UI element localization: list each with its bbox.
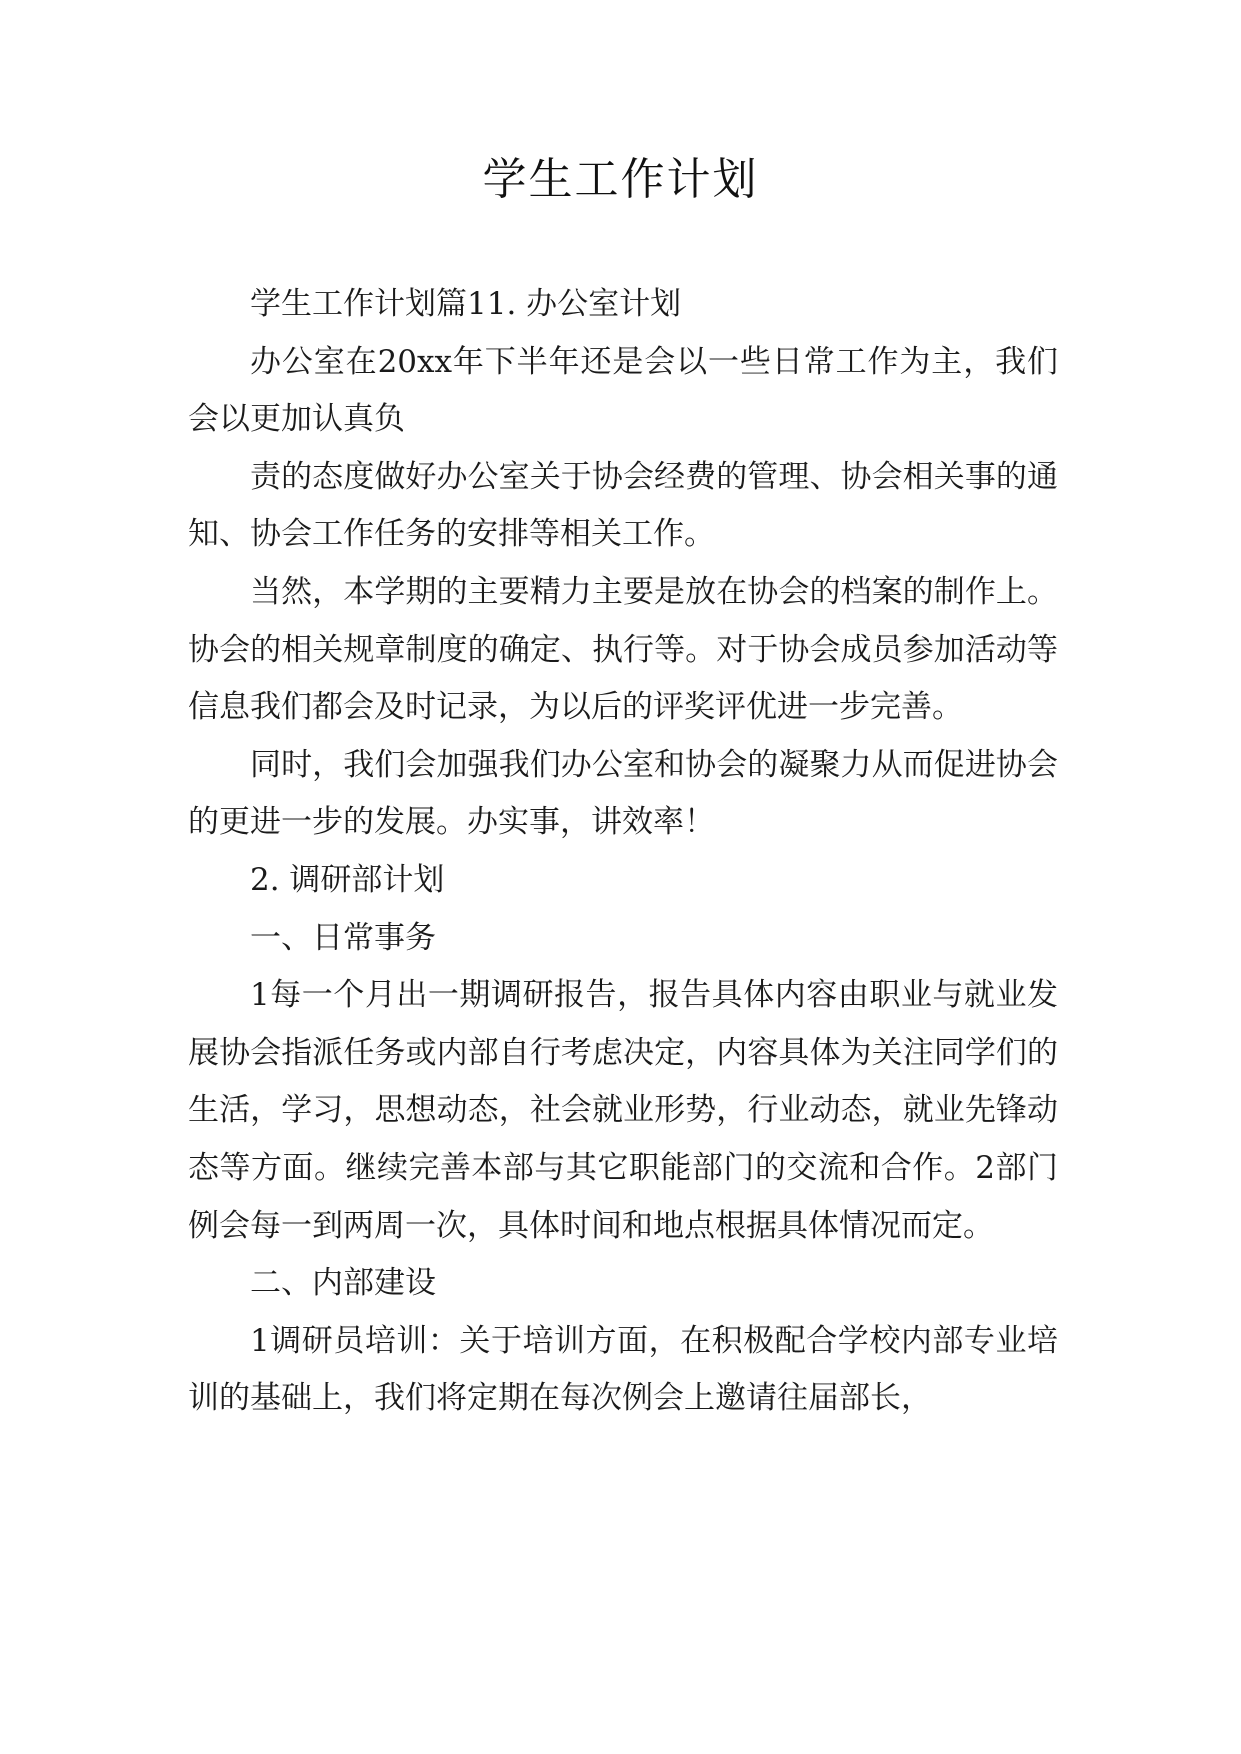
- paragraph-office-plan-1: 办公室在20xx年下半年还是会以一些日常工作为主，我们会以更加认真负: [188, 343, 1058, 438]
- subsection-heading-internal-building: 二、内部建设: [250, 1265, 436, 1302]
- paragraph-intro-heading: 学生工作计划篇11. 办公室计划: [250, 286, 682, 322]
- document-body: [188, 276, 1058, 1428]
- paragraph-daily-affairs: 1每一个月出一期调研报告，报告具体内容由职业与就业发展协会指派任务或内部自行考虑决定，内容具体为关注同学们的生活，学习，思想动态，社会就业形势，行业动态，就业先锋动态等方面。继续完善本部与其它职能部门的交流和合作。2部门例会每一到两周一次，具体时间和地点根据具体情况而定。: [188, 977, 1058, 1244]
- document-title: 学生工作计划: [482, 154, 759, 205]
- paragraph-office-plan-4: 同时，我们会加强我们办公室和协会的凝聚力从而促进协会的更进一步的发展。办实事，讲效率！: [188, 746, 1058, 841]
- section-heading-research-plan: 2. 调研部计划: [250, 861, 445, 898]
- paragraph-office-plan-2: 责的态度做好办公室关于协会经费的管理、协会相关事的通知、协会工作任务的安排等相关工作。: [188, 458, 1058, 553]
- paragraph-office-plan-3: 当然，本学期的主要精力主要是放在协会的档案的制作上。协会的相关规章制度的确定、执行等。对于协会成员参加活动等信息我们都会及时记录，为以后的评奖评优进一步完善。: [188, 573, 1058, 726]
- paragraph-internal-building: 1调研员培训：关于培训方面，在积极配合学校内部专业培训的基础上，我们将定期在每次例会上邀请往届部长，: [188, 1322, 1058, 1417]
- subsection-heading-daily-affairs: 一、日常事务: [250, 919, 436, 956]
